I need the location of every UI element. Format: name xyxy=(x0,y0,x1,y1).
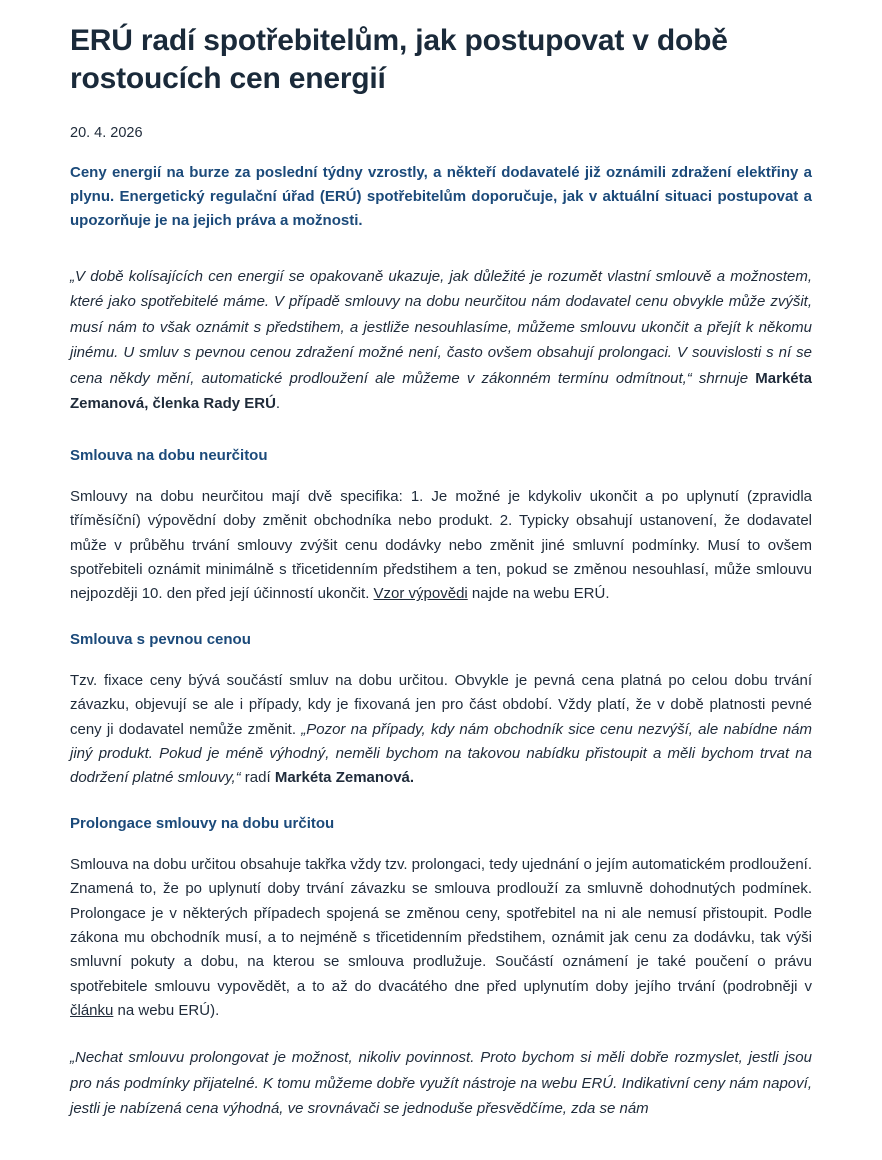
section-heading-fixed-price: Smlouva s pevnou cenou xyxy=(70,630,251,648)
section-1-text-part1: Tzv. fixace ceny bývá součástí smluv na dobu určitou. Obvykle je pevná cena platná po celou dobu trvání závazku, objevují se ale i případy, kdy je fixovaná jen pro část období. Vždy platí, že v době platnosti pevné ceny ji dodavatel nemůže změnit. xyxy=(70,672,812,738)
section-paragraph-indefinite-contract xyxy=(70,485,812,606)
section-2-text-part2: na webu ERÚ). xyxy=(113,1001,220,1019)
section-0-text-part1: Smlouvy na dobu neurčitou mají dvě specifika: 1. Je možné je kdykoliv ukončit a po uplynutí (zpravidla tříměsíční) výpovědní doby změnit obchodníka nebo produkt. 2. Typicky obsahují ustanovení, že dodavatel může v průběhu trvání smlouvy zvýšit cenu dodávky nebo změnit jiné smluvní podmínky. Musí to ovšem spotřebiteli oznámit minimálně s třicetidenním předstihem a ten, pokud se změnou nesouhlasí, může smlouvu nejpozději 10. den před její účinností ukončit. xyxy=(70,488,812,603)
section-1-attribution-lead: radí xyxy=(240,769,275,787)
section-paragraph-prolongation xyxy=(70,853,812,1023)
section-0-text-part2: najde na webu ERÚ. xyxy=(467,585,610,603)
intro-quote-attribution-end: . xyxy=(275,395,281,413)
section-paragraph-fixed-price xyxy=(70,669,812,790)
publication-date: 20. 4. 2026 xyxy=(70,124,143,141)
link-clanku[interactable]: článku xyxy=(70,1001,114,1019)
intro-quote xyxy=(70,264,812,417)
section-2-text-part1: Smlouva na dobu určitou obsahuje takřka vždy tzv. prolongaci, tedy ujednání o jejím automatickém prodloužení. Znamená to, že po uplynutí doby trvání závazku se smlouva prodlouží za smluvně dohodnutých podmínek. Prolongace je v některých případech spojená se změnou ceny, spotřebitel na ni ale nemusí přistoupit. Podle zákona mu obchodník musí, a to nejméně s třicetidenním předstihem, oznámit jak cenu za dodávku, tak výši smluvní pokuty a dobu, na kterou se smlouva prodlužuje. Součástí oznámení je také poučení o právu spotřebitele smlouvu vypovědět, a to až do dvacátého dne před uplynutím doby jejího trvání (podrobněji v xyxy=(70,856,812,995)
link-vzor-vypovedi[interactable]: Vzor výpovědi xyxy=(373,585,468,603)
intro-quote-text: „V době kolísajících cen energií se opakovaně ukazuje, jak důležité je rozumět vlastní smlouvě a možnostem, které jako spotřebitelé máme. V případě smlouvy na dobu neurčitou nám dodavatel cenu obvykle může zvýšit, musí nám to však oznámit s předstihem, a jestliže nesouhlasíme, můžeme smlouvu ukončit a přejít k někomu jinému. U smluv s pevnou cenou zdražení možné není, často ovšem obsahují prolongaci. V souvislosti s ní se cena někdy mění, automatické prodloužení ale můžeme v zákonném termínu odmítnout,“ xyxy=(70,267,812,387)
intro-quote-attribution-lead: shrnuje xyxy=(691,369,756,387)
closing-quote: „Nechat smlouvu prolongovat je možnost, nikoliv povinnost. Proto bychom si měli dobře rozmyslet, jestli jsou pro nás podmínky přijatelné. K tomu můžeme dobře využít nástroje na webu ERÚ. Indikativní ceny nám napoví, jestli je nabízená cena výhodná, ve srovnávači se jednoduše přesvědčíme, zda se nám xyxy=(70,1049,812,1118)
section-heading-indefinite-contract: Smlouva na dobu neurčitou xyxy=(70,446,268,464)
intro-quote-attribution-name: Markéta Zemanová, členka Rady ERÚ xyxy=(70,369,812,413)
page-title: ERÚ radí spotřebitelům, jak postupovat v době rostoucích cen energií xyxy=(70,24,728,96)
section-heading-prolongation: Prolongace smlouvy na dobu určitou xyxy=(70,814,335,832)
section-1-quote: „Pozor na případy, kdy nám obchodník sice cenu nezvýší, ale nabídne nám jiný produkt. Pokud je méně výhodný, neměli bychom na takovou nabídku přistoupit a měli bychom trvat na dodržení platné smlouvy,“ xyxy=(70,720,812,787)
section-1-attribution-name: Markéta Zemanová. xyxy=(274,769,415,787)
article-perex: Ceny energií na burze za poslední týdny vzrostly, a někteří dodavatelé již oznámili zdražení elektřiny a plynu. Energetický regulační úřad (ERÚ) spotřebitelům doporučuje, jak v aktuální situaci postupovat a upozorňuje je na jejich práva a možnosti. xyxy=(70,163,812,230)
